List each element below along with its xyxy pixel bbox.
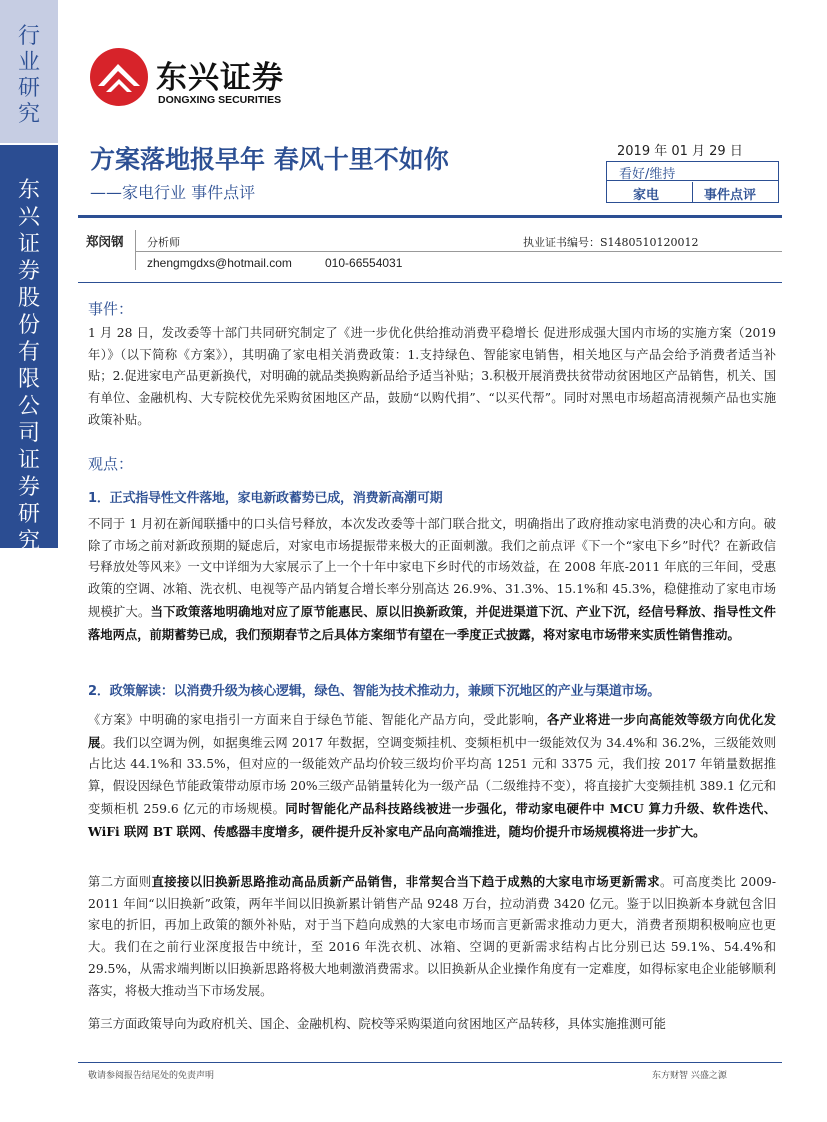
event-paragraph: 1 月 28 日，发改委等十部门共同研究制定了《进一步优化供给推动消费平稳增长 促进形成强大国内市场的实施方案（2019 年）》（以下简称《方案》），其明确了家电相关消费政策：1.支持绿色、智能家电销售，相关地区与产品会给予消费者适当补贴；2.促进家电产品更新换代，对明确的就品类换购新品给予适当补贴；3.积极开展消费扶贫带动贫困地区产品销售，机关、国有单位、金融机构、大专院校优先采购贫困地区产品，鼓励“以购代捐”、“以买代帮”。同时对黑电市场超高清视频产品也实施政策补贴。 xyxy=(88,326,776,427)
analyst-phone: 010-66554031 xyxy=(325,256,403,270)
sidebar-company-band xyxy=(0,145,58,608)
section-1-title: 1．正式指导性文件落地，家电新政蓄势已成，消费新高潮可期 xyxy=(88,491,443,506)
s2-p2-text-a: 第二方面则 xyxy=(88,875,152,889)
view-heading: 观点： xyxy=(88,455,134,473)
analyst-info xyxy=(78,226,782,272)
industry-label: 家电 xyxy=(633,188,660,203)
report-type-label: 事件点评 xyxy=(704,188,757,203)
analyst-divider xyxy=(78,282,782,283)
rating-row xyxy=(607,162,778,181)
logo-name-en: DONGXING SECURITIES xyxy=(158,94,282,106)
s2-p1-text-c: 。我们以空调为例，如据奥维云网 2017 年数据，空调变频挂机、变频柜机中一级能效仅为 34.4%和 36.2%，三级能效则占比达 44.1%和 33.5%，但对应的一级能效产品均价较三级均价平均高 1251 元和 3375 元，我们按 2017 年销量数据推算，假设因绿色节能政策带动原市场 20%三级产品销量转化为一级产品（二级维持不变），将直接扩大变频挂机 389.1 亿元和变频柜机 259.6 亿元的市场规模。 xyxy=(88,735,776,816)
footer-slogan: 东方财智 兴盛之源 xyxy=(652,1071,727,1081)
analyst-cert: 执业证书编号：S1480510120012 xyxy=(523,236,699,249)
analyst-role: 分析师 xyxy=(147,236,180,249)
section-1-emphasis: 当下政策落地明确地对应了原节能惠民、原以旧换新政策，并促进渠道下沉、产业下沉，经信号释放、指导性文件落地两点，前期蓄势已成，我们预期春节之后具体方案细节有望在一季度正式披露，将对家电市场带来实质性销售推动。 xyxy=(88,603,776,642)
section-1-paragraph xyxy=(88,514,776,646)
s2-p2-emphasis-b: 直接接以旧换新思路推动高品质新产品销售，非常契合当下趋于成熟的大家电市场更新需求 xyxy=(151,874,660,889)
sidebar-company-label: 东兴证券股份有限公司证券研究报告 xyxy=(17,178,40,608)
rating-value: 看好/维持 xyxy=(619,167,676,182)
report-date: 2019 年 01 月 29 日 xyxy=(617,144,743,159)
footer-disclaimer: 敬请参阅报告结尾处的免责声明 xyxy=(88,1071,215,1081)
rating-box xyxy=(606,161,779,203)
industry-cell xyxy=(607,182,693,202)
section-2-paragraph-2 xyxy=(88,871,776,1002)
analyst-divider-h xyxy=(135,251,782,252)
event-heading: 事件： xyxy=(88,300,134,318)
category-row xyxy=(607,182,778,202)
section-2-paragraph-1 xyxy=(88,709,776,843)
analyst-name: 郑闵钢 xyxy=(86,234,124,249)
logo-name-cn: 东兴证券 xyxy=(156,60,284,96)
report-subtitle: ——家电行业 事件点评 xyxy=(90,183,256,202)
s2-p2-text-c: 。可高度类比 2009-2011 年间“以旧换新”政策，两年半间以旧换新累计销售产品 9248 万台，拉动消费 3420 亿元。鉴于以旧换新本身就包含旧家电的折旧，再加上政策的额外补贴，对于当下趋向成熟的大家电市场而言更新需求推动力更大，消费者预期积极响应也更大。我们在之前行业深度报告中统计，至 2016 年洗衣机、冰箱、空调的更新需求结构占比分别已达 59.1%、54.4%和 29.5%，从需求端判断以旧换新思路将极大地刺激消费需求。以旧换新从企业操作角度有一定难度，如得标家电企业能够顺利落实，将极大推动当下市场发展。 xyxy=(88,875,776,998)
section-2-title: 2．政策解读：以消费升级为核心逻辑，绿色、智能为技术推动力，兼顾下沉地区的产业与渠道市场。 xyxy=(88,684,661,699)
section-2-paragraph-3: 第三方面政策导向为政府机关、国企、金融机构、院校等采购渠道向贫困地区产品转移，具体实施推测可能 xyxy=(88,1017,666,1031)
sidebar-category-band xyxy=(0,0,58,143)
header-divider xyxy=(78,215,782,218)
s2-p1-text-a: 《方案》中明确的家电指引一方面来自于绿色节能、智能化产品方向，受此影响， xyxy=(88,713,547,727)
section-1-text: 不同于 1 月初在新闻联播中的口头信号释放，本次发改委等十部门联合批文，明确指出了政府推动家电消费的决心和方向。破除了市场之前对新政预期的疑虑后，对家电市场提振带来极大的正面刺激。我们之前点评《下一个“家电下乡”时代？在新政信号释放处等风来》一文中详细为大家展示了上一个十年中家电下乡时代的市场效益，在 2008 年底-2011 年底的三年间，受惠政策的空调、冰箱、洗衣机、电视等产品内销复合增长率分别高达 26.9%、31.3%、15.1%和 45.3%，稳健推动了家电市场规模扩大。 xyxy=(88,517,776,619)
footer-divider xyxy=(78,1062,782,1063)
analyst-divider-v xyxy=(135,230,136,270)
report-title: 方案落地报早年 春风十里不如你 xyxy=(90,145,449,174)
logo-mark-icon xyxy=(88,46,150,108)
s2-p1-emphasis-b: 各产业将进一步向高能效等级方向优化发展 xyxy=(88,712,776,750)
s2-p1-emphasis-d: 同时智能化产品科技路线被进一步强化，带动家电硬件中 MCU 算力升级、软件迭代、WiFi 联网 BT 联网、传感器丰度增多，硬件提升反补家电产品向高端推进，随均价提升市场规模将进一步扩大。 xyxy=(88,800,776,839)
company-logo xyxy=(88,46,308,112)
analyst-email: zhengmgdxs@hotmail.com xyxy=(147,256,292,270)
sidebar-category-label: 行业研究 xyxy=(17,24,40,127)
